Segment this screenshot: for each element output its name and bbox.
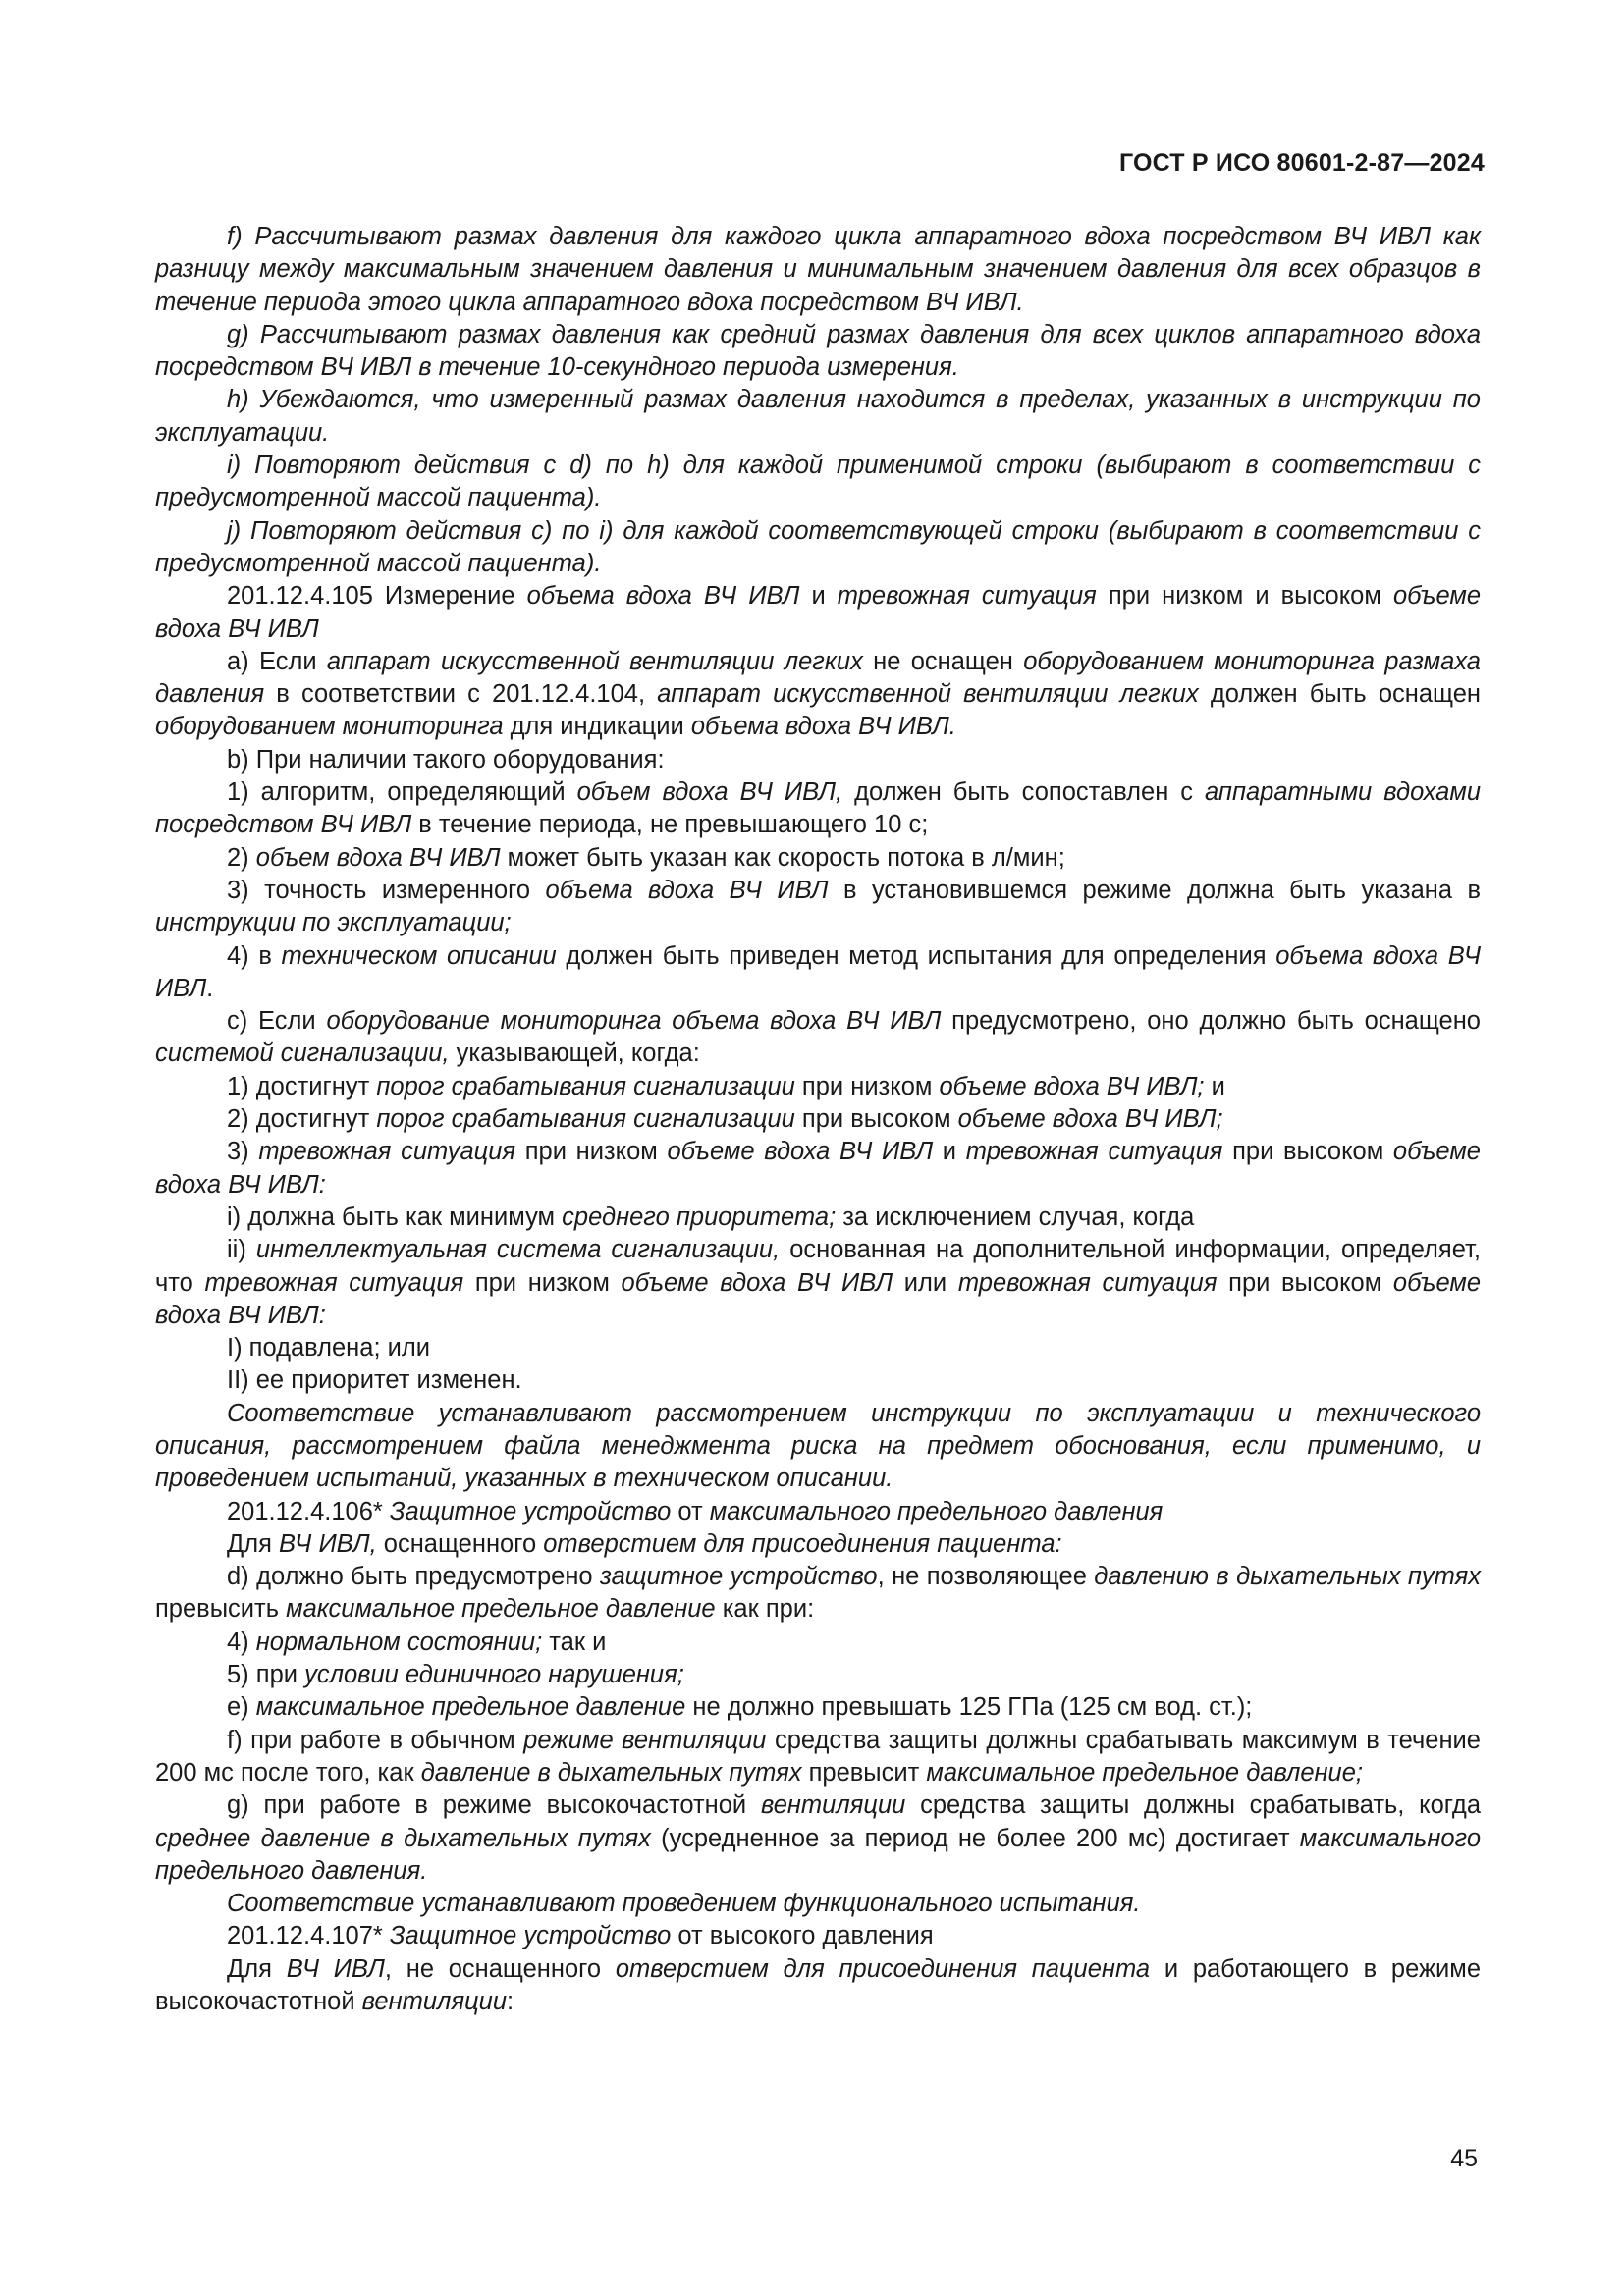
italic-term: нормальном состоянии; (255, 1628, 543, 1656)
italic-term: максимальное предельное давление (255, 1693, 686, 1722)
italic-term: Защитное устройство (389, 1497, 672, 1525)
text-run: Для (227, 1529, 280, 1558)
text-run: 4) в (227, 941, 282, 970)
italic-term: ВЧ ИВЛ, (279, 1529, 377, 1558)
paragraph (155, 842, 1481, 875)
text-run: Для (227, 1954, 287, 1983)
text-run: 2) (227, 843, 256, 872)
text-run: при низком (515, 1138, 668, 1166)
text-run: и (933, 1138, 966, 1166)
paragraph (155, 875, 1481, 940)
text-run: 5) при (227, 1661, 305, 1689)
paragraph (155, 515, 1481, 581)
text-run: как при: (715, 1595, 815, 1624)
paragraph (155, 1234, 1481, 1332)
italic-term: тревожная ситуация (258, 1138, 516, 1166)
paragraph (155, 221, 1481, 319)
italic-term: оборудованием мониторинга размаха давления (155, 647, 1481, 709)
text-run: 2) достигнут (227, 1105, 377, 1134)
italic-term: максимального предельного давления. (155, 1824, 1481, 1885)
italic-term: среднее давление в дыхательных путях (155, 1824, 651, 1852)
text-run: указывающей, когда: (449, 1040, 700, 1068)
italic-term: режиме вентиляции (523, 1726, 767, 1754)
italic-term: давление в дыхательных путях (420, 1758, 802, 1787)
italic-term: тревожная ситуация (965, 1138, 1223, 1166)
text-run: превысить (155, 1595, 287, 1624)
italic-term: объема вдоха ВЧ ИВЛ. (690, 713, 956, 741)
text-run: II) ее приоритет изменен. (227, 1366, 522, 1395)
paragraph (155, 1659, 1481, 1691)
text-run: при высоком (794, 1105, 958, 1134)
text-run: для индикации (503, 713, 691, 741)
paragraph (155, 1789, 1481, 1888)
text-run: и (799, 582, 838, 611)
paragraph (155, 1691, 1481, 1724)
text-run: при низком и высоком (1096, 582, 1393, 611)
italic-term: отверстием для присоединения пациента: (543, 1529, 1062, 1558)
text-run: или (893, 1268, 958, 1297)
text-run: в установившемся режиме должна быть указана в (828, 876, 1481, 904)
paragraph (155, 1920, 1481, 1952)
text-run: должен быть оснащен (1198, 680, 1481, 709)
italic-term: максимальное предельное давление (286, 1595, 716, 1624)
text-run: превысит (801, 1758, 927, 1787)
italic-term: максимальное предельное давление; (926, 1758, 1363, 1787)
italic-term: среднего приоритета; (562, 1202, 837, 1231)
paragraph (155, 1364, 1481, 1397)
paragraph (155, 580, 1481, 646)
text-run: при высоком (1222, 1138, 1393, 1166)
italic-term: объеме вдоха ВЧ ИВЛ; (939, 1072, 1205, 1100)
text-run: средства защиты должны срабатывать, когда (905, 1791, 1481, 1820)
text-run: 4) (227, 1628, 256, 1656)
paragraph (155, 384, 1481, 450)
text-run: средства защиты должны срабатывать максимум в течение 200 мс после того, как (155, 1726, 1481, 1787)
text-run: может быть указан как скорость потока в л/мин; (500, 843, 1065, 872)
italic-term: оборудование мониторинга объема вдоха ВЧ ИВЛ (326, 1007, 942, 1036)
text-run: оснащенного (376, 1529, 544, 1558)
document-body (155, 221, 1481, 2018)
paragraph (155, 1528, 1481, 1561)
italic-term: тревожная ситуация (957, 1268, 1218, 1297)
paragraph (155, 450, 1481, 515)
italic-term: вентиляции (361, 1988, 508, 2016)
italic-term: h) Убеждаются, что измеренный размах давления находится в пределах, указанных в инструкции по эксплуатации. (155, 386, 1481, 447)
italic-term: аппарат искусственной вентиляции легких (326, 647, 863, 675)
paragraph (155, 776, 1481, 842)
paragraph (155, 940, 1481, 1006)
italic-term: оборудованием мониторинга (155, 713, 504, 741)
italic-term: техническом описании (281, 941, 557, 970)
text-run: и (1204, 1072, 1225, 1100)
text-run: f) при работе в обычном (227, 1726, 524, 1754)
italic-term: объем вдоха ВЧ ИВЛ, (576, 778, 843, 807)
italic-term: объема вдоха ВЧ ИВЛ (526, 582, 800, 611)
italic-term: j) Повторяют действия с) по i) для каждой соответствующей строки (выбирают в соответствии с предусмотренной массой пациента). (155, 516, 1481, 577)
italic-term: тревожная ситуация (837, 582, 1097, 611)
text-run: g) при работе в режиме высокочастотной (227, 1791, 761, 1820)
text-run: не оснащен (862, 647, 1024, 675)
paragraph (155, 319, 1481, 385)
italic-term: защитное устройство (600, 1563, 878, 1591)
text-run: не должно превышать 125 ГПа (125 см вод. ст.); (685, 1693, 1253, 1722)
italic-term: Соответствие устанавливают рассмотрением инструкции по эксплуатации и технического описания, рассмотрением файла менеджмента риска на предмет обоснования, если применимо, и проведением испытаний, указанных в техническом описании. (155, 1399, 1481, 1493)
italic-term: отверстием для присоединения пациента (615, 1954, 1151, 1983)
italic-term: Соответствие устанавливают проведением функционального испытания. (227, 1890, 1141, 1918)
italic-term: порог срабатывания сигнализации (376, 1072, 795, 1100)
text-run: 1) алгоритм, определяющий (227, 778, 577, 807)
text-run: основанная на дополнительной информации, определяет, что (155, 1236, 1481, 1297)
text-run: с) Если (227, 1007, 327, 1036)
paragraph (155, 1332, 1481, 1364)
italic-term: ВЧ ИВЛ (286, 1954, 385, 1983)
text-run: . (206, 974, 214, 1002)
text-run: должен быть сопоставлен с (842, 778, 1206, 807)
text-run: за исключением случая, когда (836, 1202, 1195, 1231)
text-run: при низком (794, 1072, 940, 1100)
text-run: i) должна быть как минимум (227, 1202, 563, 1231)
italic-term: аппарат искусственной вентиляции легких (657, 680, 1199, 709)
text-run: : (507, 1988, 514, 2016)
text-run: 201.12.4.106* (227, 1497, 390, 1525)
italic-term: системой сигнализации, (155, 1040, 450, 1068)
paragraph (155, 1398, 1481, 1496)
text-run: , не оснащенного (384, 1954, 616, 1983)
text-run: 3) точность измеренного (227, 876, 546, 904)
paragraph (155, 1888, 1481, 1920)
text-run: предусмотрено, оно должно быть оснащено (941, 1007, 1481, 1036)
paragraph (155, 1071, 1481, 1103)
paragraph (155, 646, 1481, 744)
text-run: d) должно быть предусмотрено (227, 1563, 601, 1591)
italic-term: объеме вдоха ВЧ ИВЛ (667, 1138, 934, 1166)
text-run: 201.12.4.105 Измерение (227, 582, 527, 611)
text-run: в течение периода, не превышающего 10 с; (411, 811, 929, 839)
text-run: , не позволяющее (877, 1563, 1095, 1591)
text-run: при высоком (1217, 1268, 1393, 1297)
italic-term: g) Рассчитывают размах давления как средний размах давления для всех циклов аппаратного вдоха посредством ВЧ ИВЛ в течение 10-секундного периода измерения. (155, 320, 1481, 382)
text-run: (усредненное за период не более 200 мс) достигает (650, 1824, 1300, 1852)
text-run: 201.12.4.107* (227, 1922, 390, 1950)
italic-term: аппаратными вдохами посредством ВЧ ИВЛ (155, 778, 1481, 839)
text-run: от (671, 1497, 710, 1525)
italic-term: порог срабатывания сигнализации (376, 1105, 795, 1134)
text-run: е) (227, 1693, 256, 1722)
paragraph (155, 1561, 1481, 1627)
italic-term: вентиляции (760, 1791, 906, 1820)
italic-term: i) Повторяют действия с d) по h) для каждой применимой строки (выбирают в соответствии с предусмотренной массой пациента). (155, 452, 1481, 512)
italic-term: объеме вдоха ВЧ ИВЛ: (155, 1268, 1481, 1329)
italic-term: Защитное устройство (389, 1922, 672, 1950)
text-run: от высокого давления (671, 1922, 934, 1950)
document-header: ГОСТ Р ИСО 80601-2-87—2024 (1118, 149, 1485, 177)
text-run: I) подавлена; или (227, 1334, 430, 1362)
italic-term: максимального предельного давления (709, 1497, 1164, 1525)
text-run: а) Если (227, 647, 327, 675)
paragraph (155, 1496, 1481, 1528)
text-run: и работающего в режиме высокочастотной (155, 1954, 1482, 2016)
italic-term: f) Рассчитывают размах давления для каждого цикла аппаратного вдоха посредством ВЧ ИВЛ как разницу между максимальным значением давления и минимальным значением давления для всех образцов в течение периода этого цикла аппаратного вдоха посредством ВЧ ИВЛ. (155, 223, 1481, 316)
paragraph (155, 1136, 1481, 1201)
italic-term: инструкции по эксплуатации; (155, 909, 512, 937)
italic-term: объема вдоха ВЧ ИВЛ (155, 941, 1482, 1002)
text-run: должен быть приведен метод испытания для определения (556, 941, 1276, 970)
page-number: 45 (1450, 2145, 1478, 2172)
paragraph (155, 1953, 1481, 2019)
paragraph (155, 1627, 1481, 1659)
paragraph (155, 1725, 1481, 1790)
italic-term: объеме вдоха ВЧ ИВЛ (155, 582, 1482, 643)
text-run: при низком (463, 1268, 622, 1297)
text-run: в соответствии с 201.12.4.104, (264, 680, 658, 709)
text-run: ii) (227, 1236, 256, 1264)
italic-term: объеме вдоха ВЧ ИВЛ; (957, 1105, 1223, 1134)
italic-term: условии единичного нарушения; (304, 1661, 684, 1689)
italic-term: объеме вдоха ВЧ ИВЛ (621, 1268, 893, 1297)
text-run: b) При наличии такого оборудования: (227, 745, 665, 774)
italic-term: объем вдоха ВЧ ИВЛ (255, 843, 501, 872)
italic-term: тревожная ситуация (204, 1268, 464, 1297)
text-run: 1) достигнут (227, 1072, 377, 1100)
italic-term: давлению в дыхательных путях (1094, 1563, 1481, 1591)
paragraph (155, 1103, 1481, 1136)
paragraph (155, 1005, 1481, 1071)
italic-term: объема вдоха ВЧ ИВЛ (545, 876, 829, 904)
italic-term: интеллектуальная система сигнализации, (255, 1236, 781, 1264)
paragraph (155, 744, 1481, 776)
paragraph (155, 1201, 1481, 1234)
italic-term: объеме вдоха ВЧ ИВЛ: (155, 1138, 1481, 1199)
text-run: 3) (227, 1138, 259, 1166)
text-run: так и (542, 1628, 607, 1656)
